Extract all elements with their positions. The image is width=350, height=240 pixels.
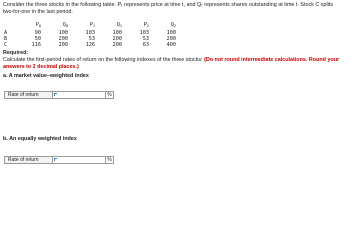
- input-corner-icon: [54, 93, 57, 96]
- table-header-corner: [4, 22, 14, 30]
- part-b-answer-row: [4, 156, 114, 164]
- required-instructions: [3, 57, 347, 71]
- table-cell: 53: [88, 35, 95, 42]
- part-b-rate-input[interactable]: [53, 157, 105, 163]
- part-b-label: b. An equally weighted index: [3, 136, 77, 142]
- table-cell: 100: [112, 29, 122, 36]
- table-header-row: [4, 22, 176, 30]
- table-cell: 200: [112, 35, 122, 42]
- table-cell: 63: [142, 42, 149, 49]
- table-cell: 200: [166, 35, 176, 42]
- table-cell: 53: [142, 35, 149, 42]
- rounding-instruction: (Do not round intermediate calculations. Round your answers to 2 decimal places.): [3, 57, 340, 70]
- question-intro: Consider the three stocks in the following table. Pₜ represents price at time t, and Qₜ represents shares outstanding at time t. Stock C splits two-for-one in the last period.: [3, 2, 334, 15]
- required-text: Calculate the first-period rates of return on the following indexes of the three stocks:: [3, 57, 203, 63]
- table-cell: 100: [166, 29, 176, 36]
- table-cell: 100: [58, 29, 68, 36]
- table-row: [4, 42, 176, 48]
- required-block: [3, 50, 347, 71]
- table-header-cell: $Q_1$: [116, 22, 122, 28]
- table-cell: 200: [58, 42, 68, 49]
- part-b-unit: %: [106, 156, 114, 164]
- table-cell: 126: [85, 42, 95, 49]
- part-a-answer-row: [4, 91, 114, 99]
- part-b-field-label: Rate of return: [4, 156, 53, 164]
- part-a-label: a. A market value–weighted index: [3, 73, 89, 79]
- part-a-field-label: Rate of return: [4, 91, 53, 99]
- table-cell: 90: [34, 29, 41, 36]
- table-header-cell: $Q_0$: [62, 22, 68, 28]
- table-cell: 116: [31, 42, 41, 49]
- input-corner-icon: [54, 158, 57, 161]
- table-header-cell: $Q_2$: [170, 22, 176, 28]
- stock-name: B: [4, 35, 8, 42]
- table-cell: 200: [112, 42, 122, 49]
- stock-table: [4, 22, 176, 48]
- part-a-rate-input[interactable]: [53, 92, 105, 98]
- part-a-input-cell[interactable]: [53, 91, 106, 99]
- required-title: Required:: [3, 50, 29, 56]
- part-a-unit: %: [106, 91, 114, 99]
- stock-name: C: [4, 42, 8, 49]
- stock-name: A: [4, 29, 8, 36]
- table-cell: 200: [58, 35, 68, 42]
- table-header-cell: $P_0$: [35, 22, 41, 28]
- table-cell: 400: [166, 42, 176, 49]
- table-cell: 103: [85, 29, 95, 36]
- table-cell: 50: [34, 35, 41, 42]
- table-header-cell: $P_1$: [89, 22, 95, 28]
- part-b-input-cell[interactable]: [53, 156, 106, 164]
- table-header-cell: $P_2$: [143, 22, 149, 28]
- table-cell: 103: [139, 29, 149, 36]
